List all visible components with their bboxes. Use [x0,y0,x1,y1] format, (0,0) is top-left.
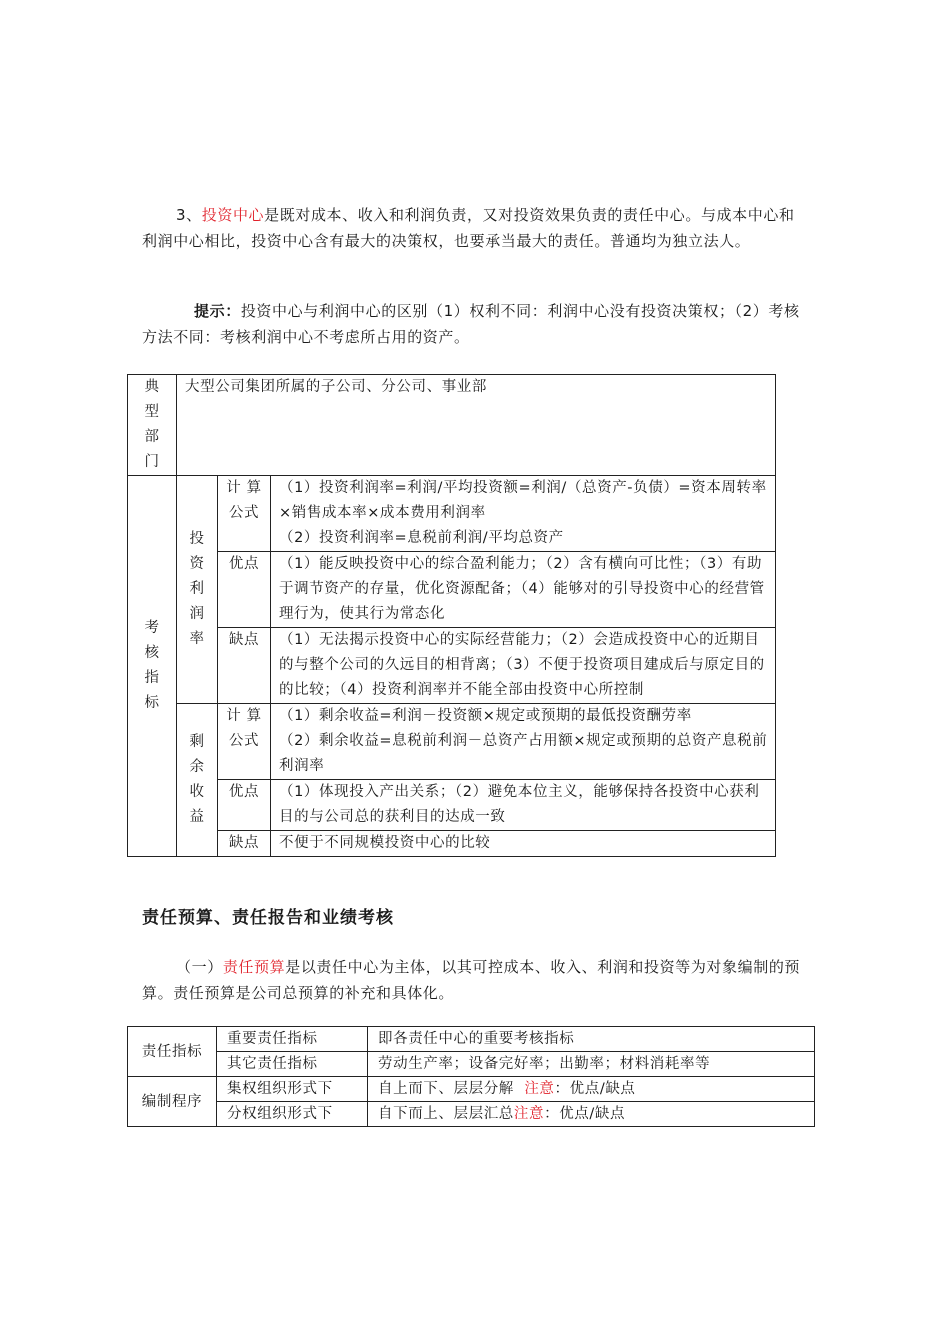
roi-cons: （1）无法揭示投资中心的实际经营能力；（2）会造成投资中心的近期目的与整个公司的久远目的相背离；（3）不便于投资项目建成后与原定目的的比较；（4）投资利润率并不能全部由投资中心所控制 [271,628,776,704]
section-heading: 责任预算、责任报告和业绩考核 [142,908,394,928]
row-name: 重要责任指标 [217,1027,368,1052]
p2-text: 是以责任中心为主体，以其可控成本、收入、利润和投资等为对象编制的预算。责任预算是公司总预算的补充和具体化。 [142,958,801,1002]
ri-cons-label: 缺点 [218,831,271,857]
row-value: 自下而上、层层汇总注意：优点/缺点 [368,1102,815,1127]
roi-formula-label: 计 算 公式 [218,476,271,552]
roi-cons-label: 缺点 [218,628,271,704]
p2-prefix: （一） [176,958,223,976]
tip-text: 投资中心与利润中心的区别（1）权利不同：利润中心没有投资决策权；（2）考核方法不同：考核利润中心不考虑所占用的资产。 [142,302,800,346]
row-value: 即各责任中心的重要考核指标 [368,1027,815,1052]
ri-cons: 不便于不同规模投资中心的比较 [271,831,776,857]
roi-pros-label: 优点 [218,552,271,628]
row-value: 劳动生产率；设备完好率；出勤率；材料消耗率等 [368,1052,815,1077]
responsibility-budget-table [127,1026,815,1127]
row-name: 分权组织形式下 [217,1102,368,1127]
ri-label: 剩 余 收 益 [177,704,218,857]
p1-prefix: 3、 [176,206,202,224]
term-responsibility-budget: 责任预算 [222,958,286,976]
investment-center-table [127,374,776,857]
term-investment-center: 投资中心 [201,206,265,224]
note-label: 注意 [513,1106,545,1122]
group-preparation-procedure: 编制程序 [128,1077,217,1127]
ri-pros-label: 优点 [218,780,271,831]
roi-pros: （1）能反映投资中心的综合盈利能力；（2）含有横向可比性；（3）有助于调节资产的存量，优化资源配备；（4）能够对的引导投资中心的经营管理行为，使其行为常态化 [271,552,776,628]
investment-center-paragraph [142,202,808,254]
tip-label: 提示： [194,302,241,320]
row-value: 自上而下、层层分解 注意：优点/缺点 [368,1077,815,1102]
ri-formula-label: 计 算 公式 [218,704,271,780]
p1-text: 是既对成本、收入和利润负责，又对投资效果负责的责任中心。与成本中心和利润中心相比，投资中心含有最大的决策权，也要承当最大的责任。普通均为独立法人。 [142,206,795,250]
responsibility-budget-paragraph [142,954,808,1006]
kpi-label: 考 核 指 标 [128,476,177,857]
tip-paragraph [142,298,808,350]
row-name: 集权组织形式下 [217,1077,368,1102]
group-responsibility-indicators: 责任指标 [128,1027,217,1077]
typical-dept-label: 典 型 部 门 [128,375,177,476]
ri-formula: （1）剩余收益=利润－投资额×规定或预期的最低投资酬劳率 （2）剩余收益=息税前利润－总资产占用额×规定或预期的总资产息税前利润率 [271,704,776,780]
roi-formula: （1）投资利润率=利润/平均投资额=利润/（总资产-负债）=资本周转率×销售成本率×成本费用利润率 （2）投资利润率=息税前利润/平均总资产 [271,476,776,552]
typical-dept-value: 大型公司集团所属的子公司、分公司、事业部 [177,375,776,476]
note-label: 注意 [524,1081,555,1097]
row-name: 其它责任指标 [217,1052,368,1077]
ri-pros: （1）体现投入产出关系；（2）避免本位主义，能够保持各投资中心获利目的与公司总的获利目的达成一致 [271,780,776,831]
roi-label: 投 资 利 润 率 [177,476,218,704]
